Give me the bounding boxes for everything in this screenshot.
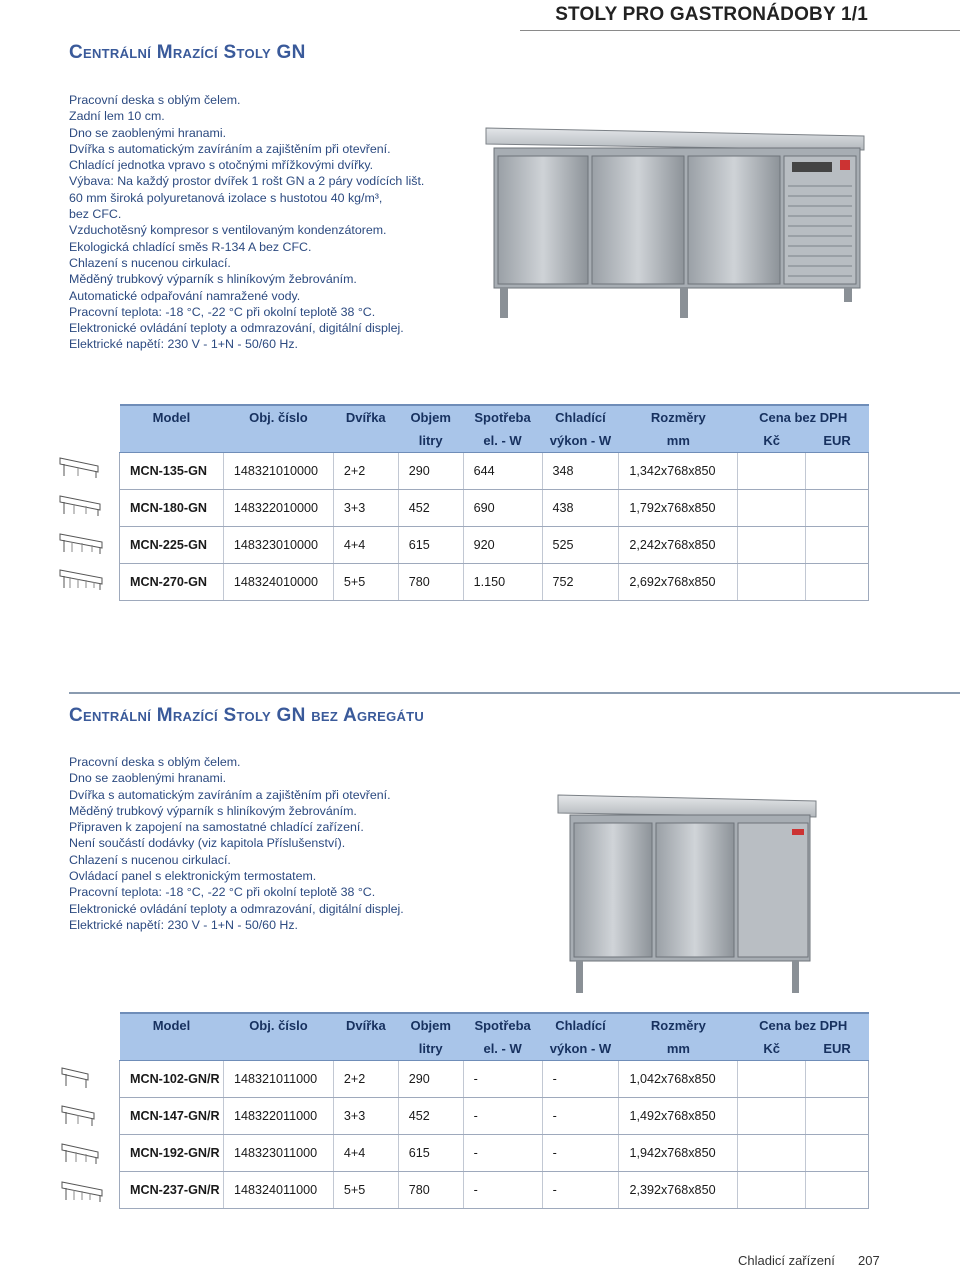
footer-chapter-label: Chladicí zařízení (738, 1253, 835, 1268)
feature-line: Dno se zaoblenými hranami. (69, 125, 227, 140)
col-dimensions: Rozměry (619, 405, 738, 429)
model-thumbnail-icon (58, 1102, 104, 1128)
model-thumbnail-icon (58, 1140, 104, 1166)
table-subheader-row (120, 1037, 869, 1061)
cell-price-czk (738, 1172, 806, 1209)
cell-price-czk (738, 453, 806, 490)
unit-volume: litry (398, 429, 463, 453)
feature-line: Chladící jednotka vpravo s otočnými mřížkovými dvířky. (69, 158, 374, 173)
table-subheader-row (120, 429, 869, 453)
cell-doors: 4+4 (333, 1135, 398, 1172)
section2-title: Centrální Mrazící Stoly GN bez Agregátu (69, 705, 425, 726)
cell-dimensions: 1,342x768x850 (619, 453, 738, 490)
section1-features (69, 92, 424, 353)
cell-consumption: - (463, 1172, 542, 1209)
feature-line: Měděný trubkový výparník s hliníkovým žebrováním. (69, 803, 357, 818)
cell-volume: 780 (398, 1172, 463, 1209)
model-thumbnail-icon (58, 492, 104, 518)
cell-dimensions: 2,392x768x850 (619, 1172, 738, 1209)
cell-price-czk (738, 527, 806, 564)
cell-doors: 3+3 (333, 1098, 398, 1135)
cell-price-eur (806, 527, 869, 564)
section1-title: Centrální Mrazící Stoly GN (69, 42, 306, 63)
cell-model: MCN-192-GN/R (120, 1135, 224, 1172)
table-row (120, 1172, 869, 1209)
feature-line: Chlazení s nucenou cirkulací. (69, 255, 231, 270)
feature-line: Pracovní teplota: -18 °C, -22 °C při okolní teplotě 38 °C. (69, 304, 376, 319)
cell-cooling: 348 (542, 453, 619, 490)
unit-dimensions: mm (619, 1037, 738, 1061)
unit-price-czk: Kč (738, 1037, 806, 1061)
cell-consumption: - (463, 1098, 542, 1135)
unit-cooling: výkon - W (542, 1037, 619, 1061)
feature-line: Elektronické ovládání teploty a odmrazování, digitální displej. (69, 321, 404, 336)
cell-price-czk (738, 564, 806, 601)
feature-line: Pracovní teplota: -18 °C, -22 °C při okolní teplotě 38 °C. (69, 885, 376, 900)
model-thumbnail-icon (58, 530, 104, 556)
col-model: Model (120, 1013, 224, 1037)
page-number: 207 (858, 1253, 880, 1268)
cell-price-czk (738, 1135, 806, 1172)
table-row (120, 1098, 869, 1135)
col-model: Model (120, 405, 224, 429)
feature-line: Dno se zaoblenými hranami. (69, 771, 227, 786)
model-thumbnail-icon (58, 1178, 104, 1204)
feature-line: Automatické odpařování namražené vody. (69, 288, 301, 303)
cell-dimensions: 2,242x768x850 (619, 527, 738, 564)
cell-cooling: 525 (542, 527, 619, 564)
unit-dimensions: mm (619, 429, 738, 453)
cell-volume: 452 (398, 490, 463, 527)
cell-volume: 780 (398, 564, 463, 601)
feature-line: 60 mm široká polyuretanová izolace s hustotou 40 kg/m³, (69, 190, 383, 205)
cell-consumption: 920 (463, 527, 542, 564)
cell-model: MCN-147-GN/R (120, 1098, 224, 1135)
feature-line: Pracovní deska s oblým čelem. (69, 93, 241, 107)
col-cooling: Chladící (542, 1013, 619, 1037)
page-header-title: STOLY PRO GASTRONÁDOBY 1/1 (555, 4, 868, 25)
col-doors: Dvířka (333, 405, 398, 429)
feature-line: Dvířka s automatickým zavíráním a zajištěním při otevření. (69, 141, 391, 156)
col-volume: Objem (398, 1013, 463, 1037)
cell-doors: 3+3 (333, 490, 398, 527)
cell-order-number: 148322010000 (223, 490, 333, 527)
cell-order-number: 148323010000 (223, 527, 333, 564)
cell-order-number: 148322011000 (223, 1098, 333, 1135)
table-row (120, 490, 869, 527)
col-order-number: Obj. číslo (223, 1013, 333, 1037)
feature-line: Vzduchotěsný kompresor s ventilovaným kondenzátorem. (69, 223, 387, 238)
cell-model: MCN-180-GN (120, 490, 224, 527)
cell-price-eur (806, 453, 869, 490)
col-volume: Objem (398, 405, 463, 429)
feature-line: Zadní lem 10 cm. (69, 109, 165, 124)
cell-doors: 5+5 (333, 1172, 398, 1209)
cell-model: MCN-237-GN/R (120, 1172, 224, 1209)
feature-line: Elektrické napětí: 230 V - 1+N - 50/60 Hz. (69, 917, 298, 932)
cell-volume: 290 (398, 1061, 463, 1098)
unit-price-eur: EUR (806, 429, 869, 453)
table-row (120, 453, 869, 490)
table-row (120, 1135, 869, 1172)
feature-line: Ekologická chladící směs R-134 A bez CFC. (69, 239, 312, 254)
feature-line: Ovládací panel s elektronickým termostatem. (69, 869, 317, 884)
cell-cooling: - (542, 1172, 619, 1209)
cell-dimensions: 1,492x768x850 (619, 1098, 738, 1135)
table-header-row (120, 405, 869, 429)
cell-model: MCN-225-GN (120, 527, 224, 564)
cell-price-eur (806, 490, 869, 527)
section2-spec-table (119, 1012, 869, 1209)
cell-price-eur (806, 564, 869, 601)
cell-order-number: 148321010000 (223, 453, 333, 490)
cell-volume: 452 (398, 1098, 463, 1135)
cell-consumption: 644 (463, 453, 542, 490)
col-cooling: Chladící (542, 405, 619, 429)
cell-order-number: 148321011000 (223, 1061, 333, 1098)
col-price: Cena bez DPH (738, 1013, 869, 1037)
feature-line: Připraven k zapojení na samostatné chladící zařízení. (69, 820, 364, 835)
feature-line: Elektrické napětí: 230 V - 1+N - 50/60 Hz. (69, 337, 298, 352)
feature-line: Elektronické ovládání teploty a odmrazování, digitální displej. (69, 901, 404, 916)
cell-price-eur (806, 1098, 869, 1135)
cell-cooling: - (542, 1061, 619, 1098)
table-row (120, 564, 869, 601)
feature-line: bez CFC. (69, 207, 122, 222)
cell-consumption: 1.150 (463, 564, 542, 601)
cell-cooling: - (542, 1098, 619, 1135)
cell-volume: 615 (398, 1135, 463, 1172)
cell-consumption: - (463, 1061, 542, 1098)
feature-line: Chlazení s nucenou cirkulací. (69, 852, 231, 867)
cell-model: MCN-102-GN/R (120, 1061, 224, 1098)
cell-cooling: 438 (542, 490, 619, 527)
table-row (120, 527, 869, 564)
col-consumption: Spotřeba (463, 405, 542, 429)
cell-dimensions: 1,792x768x850 (619, 490, 738, 527)
unit-consumption: el. - W (463, 429, 542, 453)
cell-price-czk (738, 1098, 806, 1135)
cell-price-eur (806, 1172, 869, 1209)
col-consumption: Spotřeba (463, 1013, 542, 1037)
cell-dimensions: 1,042x768x850 (619, 1061, 738, 1098)
feature-line: Pracovní deska s oblým čelem. (69, 755, 241, 769)
cell-price-eur (806, 1061, 869, 1098)
model-thumbnail-icon (58, 454, 104, 480)
section1-spec-table (119, 404, 869, 601)
header-rule (520, 30, 960, 31)
unit-cooling: výkon - W (542, 429, 619, 453)
section2-features (69, 754, 404, 933)
cell-doors: 5+5 (333, 564, 398, 601)
cell-order-number: 148323011000 (223, 1135, 333, 1172)
freezer-table-illustration-2 (556, 793, 818, 997)
feature-line: Není součástí dodávky (viz kapitola Příslušenství). (69, 836, 346, 851)
cell-volume: 290 (398, 453, 463, 490)
feature-line: Výbava: Na každý prostor dvířek 1 rošt GN a 2 páry vodících lišt. (69, 174, 425, 189)
feature-line: Měděný trubkový výparník s hliníkovým žebrováním. (69, 272, 357, 287)
table-header-row (120, 1013, 869, 1037)
section2-rule (69, 692, 960, 694)
col-doors: Dvířka (333, 1013, 398, 1037)
cell-price-czk (738, 490, 806, 527)
cell-dimensions: 1,942x768x850 (619, 1135, 738, 1172)
model-thumbnail-icon (58, 1064, 104, 1090)
cell-doors: 4+4 (333, 527, 398, 564)
unit-price-eur: EUR (806, 1037, 869, 1061)
cell-cooling: - (542, 1135, 619, 1172)
col-order-number: Obj. číslo (223, 405, 333, 429)
cell-model: MCN-270-GN (120, 564, 224, 601)
cell-consumption: 690 (463, 490, 542, 527)
feature-line: Dvířka s automatickým zavíráním a zajištěním při otevření. (69, 787, 391, 802)
cell-dimensions: 2,692x768x850 (619, 564, 738, 601)
cell-consumption: - (463, 1135, 542, 1172)
cell-order-number: 148324011000 (223, 1172, 333, 1209)
freezer-table-illustration-1 (484, 126, 868, 322)
table-row (120, 1061, 869, 1098)
cell-cooling: 752 (542, 564, 619, 601)
cell-order-number: 148324010000 (223, 564, 333, 601)
col-price: Cena bez DPH (738, 405, 869, 429)
cell-price-eur (806, 1135, 869, 1172)
cell-doors: 2+2 (333, 1061, 398, 1098)
unit-price-czk: Kč (738, 429, 806, 453)
cell-model: MCN-135-GN (120, 453, 224, 490)
col-dimensions: Rozměry (619, 1013, 738, 1037)
cell-volume: 615 (398, 527, 463, 564)
unit-consumption: el. - W (463, 1037, 542, 1061)
model-thumbnail-icon (58, 566, 104, 592)
cell-doors: 2+2 (333, 453, 398, 490)
unit-volume: litry (398, 1037, 463, 1061)
cell-price-czk (738, 1061, 806, 1098)
